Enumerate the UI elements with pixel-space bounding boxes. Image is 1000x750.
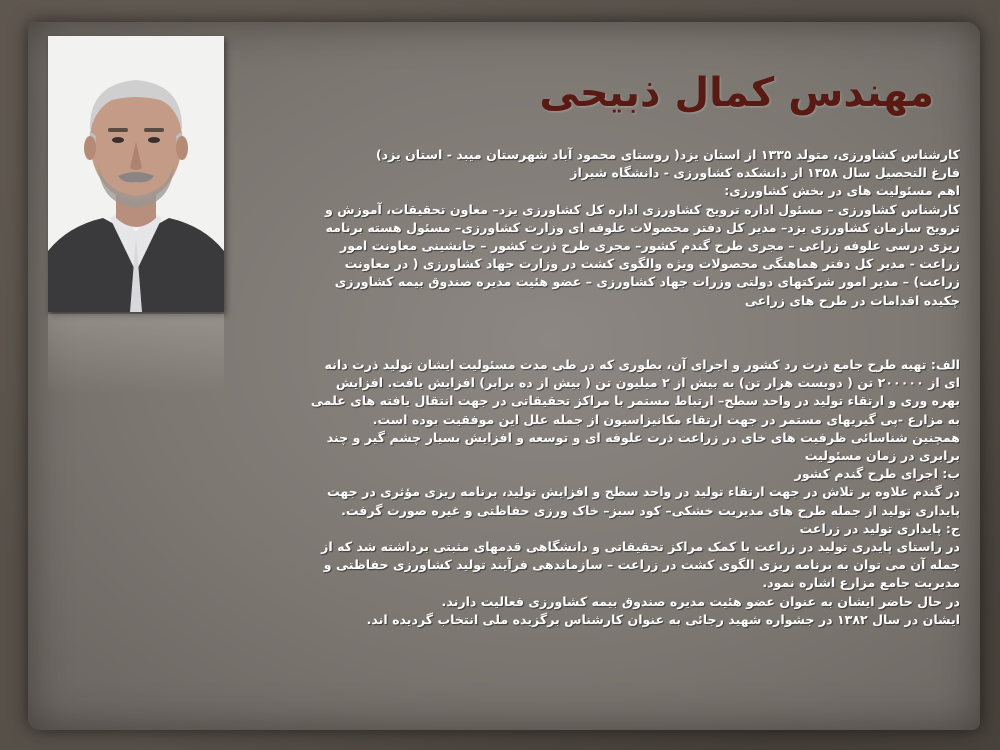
bio-line: ای از ۲۰۰۰۰۰ تن ( دویست هزار تن) به بیش از ۲ میلیون تن ( بیش از ده برابر) افزایش یافت. افزایش — [335, 375, 960, 391]
bio-line: کارشناس کشاورزی – مسئول اداره ترویج کشاورزی اداره کل کشاورزی یزد– معاون تحقیقات، آموزش و — [325, 201, 960, 217]
bio-line: ترویج سازمان کشاورزی یزد– مدیر کل دفتر محصولات علوفه ای وزارت کشاورزی– مسئول هسته برنامه — [325, 219, 960, 235]
bio-line: به مزارع -پی گیریهای مستمر در جهت ارتقاء مکانیزاسیون از جمله علل این موفقیت بوده است. — [372, 411, 960, 427]
section-heading: ج: پایداری تولید در زراعت — [799, 520, 960, 536]
biography-upper — [242, 146, 960, 310]
bio-line: در حال حاضر ایشان به عنوان عضو هئیت مدیره صندوق بیمه کشاورزی فعالیت دارند. — [441, 593, 960, 609]
section-heading: چکیده اقدامات در طرح های زراعی — [744, 292, 960, 308]
bio-line: بهره وری و ارتقاء تولید در واحد سطح– ارتباط مستمر با مراکز تحقیقاتی در جهت انتقال یافته های علمی — [310, 393, 960, 409]
portrait-photo — [48, 36, 224, 312]
page-title: مهندس کمال ذبیحی — [539, 70, 934, 116]
section-heading: اهم مسئولیت های در بخش کشاورزی: — [724, 183, 960, 199]
bio-line: در راستای پایدری تولید در زراعت با کمک مراکز تحقیقاتی و دانشگاهی قدمهای مثبتی برداشته شد که از — [321, 539, 960, 555]
bio-line: برابری در زمان مسئولیت — [804, 448, 960, 464]
bio-line: پایداری تولید از جمله طرح های مدیریت خشکی– کود سبز– خاک ورزی حفاظتی و غیره صورت گرفت. — [341, 502, 960, 518]
biography-lower — [40, 356, 960, 629]
bio-line: همچنین شناسائی ظرفیت های خای در زراعت ذرت علوفه ای و توسعه و افزایش بسیار چشم گیر و چند — [326, 429, 960, 445]
bio-line: جمله آن می توان به برنامه ریزی الگوی کشت در زراعت – سازماندهی فرآیند تولید کشاورزی حفاظتی و — [323, 557, 960, 573]
bio-line: فارغ التحصیل سال ۱۳۵۸ از دانشکده کشاورزی - دانشگاه شیراز — [570, 165, 960, 181]
portrait-illustration — [48, 36, 224, 312]
bio-line: الف: تهیه طرح جامع ذرت رد کشور و اجرای آن، بطوری که در طی مدت مسئولیت ایشان تولید ذرت دانه — [324, 357, 960, 372]
bio-line: ایشان در سال ۱۳۸۲ در جشواره شهید رجائی به عنوان کارشناس برگزیده ملی انتخاب گردیده اند. — [366, 611, 960, 627]
bio-line: زراعت - مدیر کل دفتر هماهنگی محصولات ویژه والگوی کشت در وزارت جهاد کشاورزی ( در معاونت — [344, 256, 960, 272]
bio-line: مدیریت جامع مزارع اشاره نمود. — [762, 575, 960, 591]
bio-line: زراعت) – مدیر امور شرکتهای دولتی وزرات جهاد کشاورزی – عضو هئیت مدیره صندوق بیمه کشاورزی — [334, 274, 960, 290]
bio-line: ریزی درسی علوفه زراعی – مجری طرح گندم کشور– مجری طرح ذرت کشور – جانشینی معاونت امور — [339, 238, 960, 254]
bio-line: در گندم علاوه بر تلاش در جهت ارتقاء تولید در واحد سطح و افزایش تولید، برنامه ریزی مؤثری در جهت — [327, 484, 960, 500]
section-heading: ب: اجرای طرح گندم کشور — [794, 466, 960, 482]
bio-line: کارشناس کشاورزی، متولد ۱۳۳۵ از استان یزد( روستای محمود آباد شهرستان میبد - استان یزد) — [375, 147, 960, 162]
